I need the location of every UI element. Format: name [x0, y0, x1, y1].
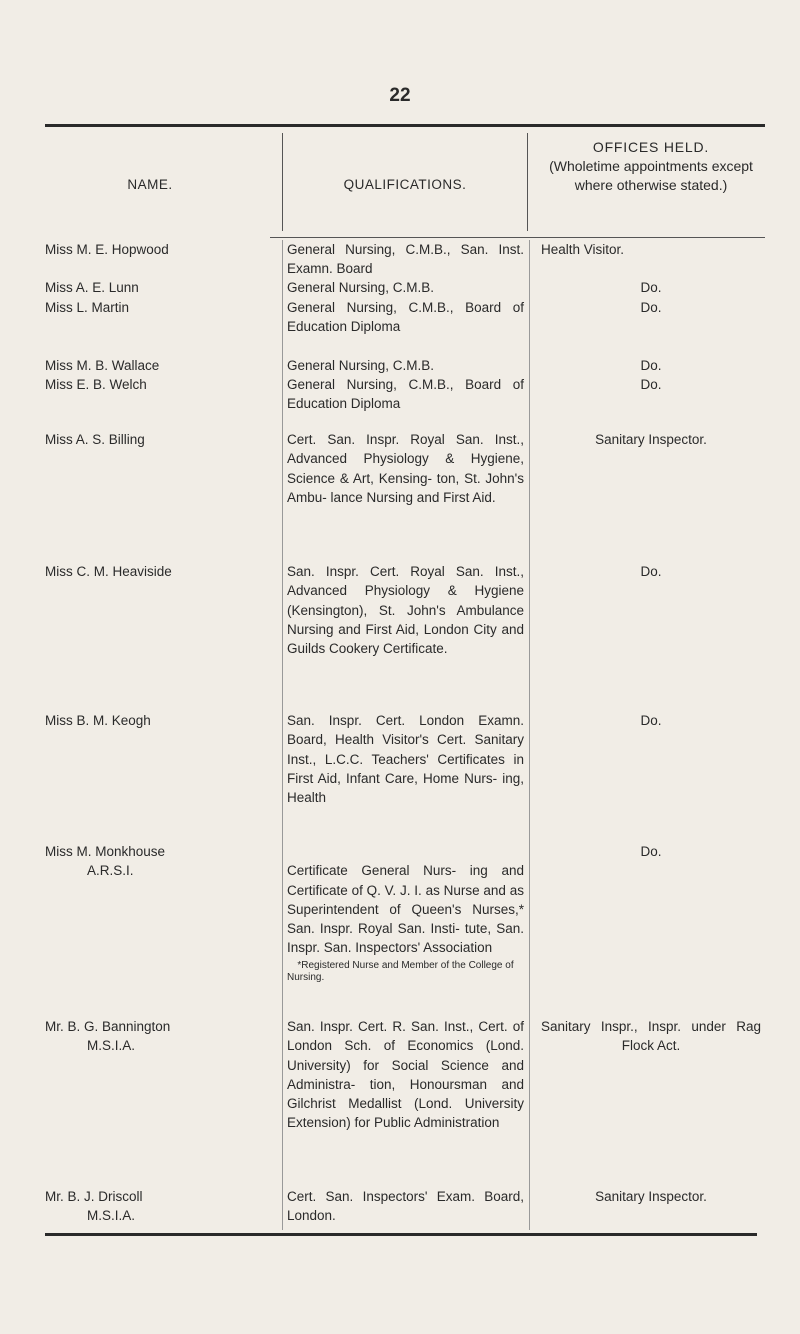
row-qualifications: General Nursing, C.M.B.	[287, 358, 435, 373]
row-name: Miss E. B. Welch	[45, 377, 147, 392]
row-office: Do.	[640, 280, 662, 295]
row-name: Miss A. S. Billing	[45, 432, 145, 447]
row-qualifications: General Nursing, C.M.B.	[287, 280, 435, 295]
row-name: Miss B. M. Keogh	[45, 713, 151, 728]
row-qualifications: General Nursing, C.M.B., San. Inst. Examn. Board	[287, 242, 524, 277]
row-qualifications: Cert. San. Inspectors' Exam. Board, London.	[287, 1189, 524, 1224]
column-divider	[527, 133, 528, 231]
row-qualifications: Cert. San. Inspr. Royal San. Inst., Advanced Physiology & Hygiene, Science & Art, Kensing- ton, St. John's Ambu- lance Nursing and First Aid.	[287, 432, 524, 505]
row-office: Do.	[640, 844, 662, 859]
row-footnote: *Registered Nurse and Member of the College of Nursing.	[287, 959, 514, 983]
row-office: Sanitary Inspr., Inspr. under Rag Flock Act.	[541, 1019, 761, 1054]
row-office: Do.	[640, 300, 662, 315]
header-name: NAME.	[127, 177, 173, 192]
row-qualifications: Certificate General Nurs- ing and Certificate of Q. V. J. I. as Nurse and as Superintendent of Queen's Nurses,* San. Inspr. Royal San. Insti- tute, San. Inspr. San. Inspectors' Association	[287, 863, 524, 956]
row-office: Do.	[640, 358, 662, 373]
row-office: Health Visitor.	[541, 242, 625, 257]
row-name	[45, 1017, 270, 1056]
header-offices-title: OFFICES HELD.	[592, 139, 710, 155]
row-qualifications: San. Inspr. Cert. Royal San. Inst., Advanced Physiology & Hygiene (Kensington), St. John's Ambulance Nursing and First Aid, London City and Guilds Cookery Certificate.	[287, 564, 524, 657]
name-line: Mr. B. J. Driscoll	[45, 1189, 143, 1204]
row-name: Miss A. E. Lunn	[45, 280, 139, 295]
row-name: Miss M. E. Hopwood	[45, 242, 169, 257]
row-qualifications-cell	[287, 842, 524, 1003]
name-line: Mr. B. G. Bannington	[45, 1019, 171, 1034]
bottom-rule	[45, 1233, 757, 1236]
row-office: Do.	[640, 377, 662, 392]
row-name	[45, 1187, 270, 1226]
header-offices-note: (Wholetime appointments except where otherwise stated.)	[549, 158, 753, 193]
column-divider	[282, 133, 283, 231]
row-name: Miss C. M. Heaviside	[45, 564, 172, 579]
top-rule	[45, 124, 765, 127]
name-postnominals: M.S.I.A.	[87, 1208, 136, 1224]
row-qualifications: General Nursing, C.M.B., Board of Education Diploma	[287, 377, 524, 412]
row-name: Miss L. Martin	[45, 300, 130, 315]
column-divider	[282, 240, 283, 1230]
row-office: Do.	[640, 564, 662, 579]
page-number: 22	[389, 85, 411, 106]
name-postnominals: M.S.I.A.	[87, 1038, 136, 1054]
column-divider	[529, 240, 530, 1230]
header-qualifications: QUALIFICATIONS.	[343, 177, 467, 192]
header-offices	[535, 138, 767, 195]
row-qualifications: San. Inspr. Cert. R. San. Inst., Cert. of London Sch. of Economics (Lond. University) for Social Science and Administra- tion, Honoursman and Gilchrist Medallist (Lond. University Extension) for Public Administration	[287, 1019, 524, 1131]
row-name	[45, 842, 270, 881]
row-qualifications: General Nursing, C.M.B., Board of Education Diploma	[287, 300, 524, 335]
row-qualifications: San. Inspr. Cert. London Examn. Board, Health Visitor's Cert. Sanitary Inst., L.C.C. Teachers' Certificates in First Aid, Infant Care, Home Nurs- ing, Health	[287, 713, 524, 806]
row-office: Sanitary Inspector.	[595, 432, 707, 447]
name-line: Miss M. Monkhouse	[45, 844, 166, 859]
name-postnominals: A.R.S.I.	[87, 863, 134, 879]
row-office: Do.	[640, 713, 662, 728]
row-name: Miss M. B. Wallace	[45, 358, 160, 373]
row-office: Sanitary Inspector.	[595, 1189, 707, 1204]
header-rule	[270, 237, 765, 238]
